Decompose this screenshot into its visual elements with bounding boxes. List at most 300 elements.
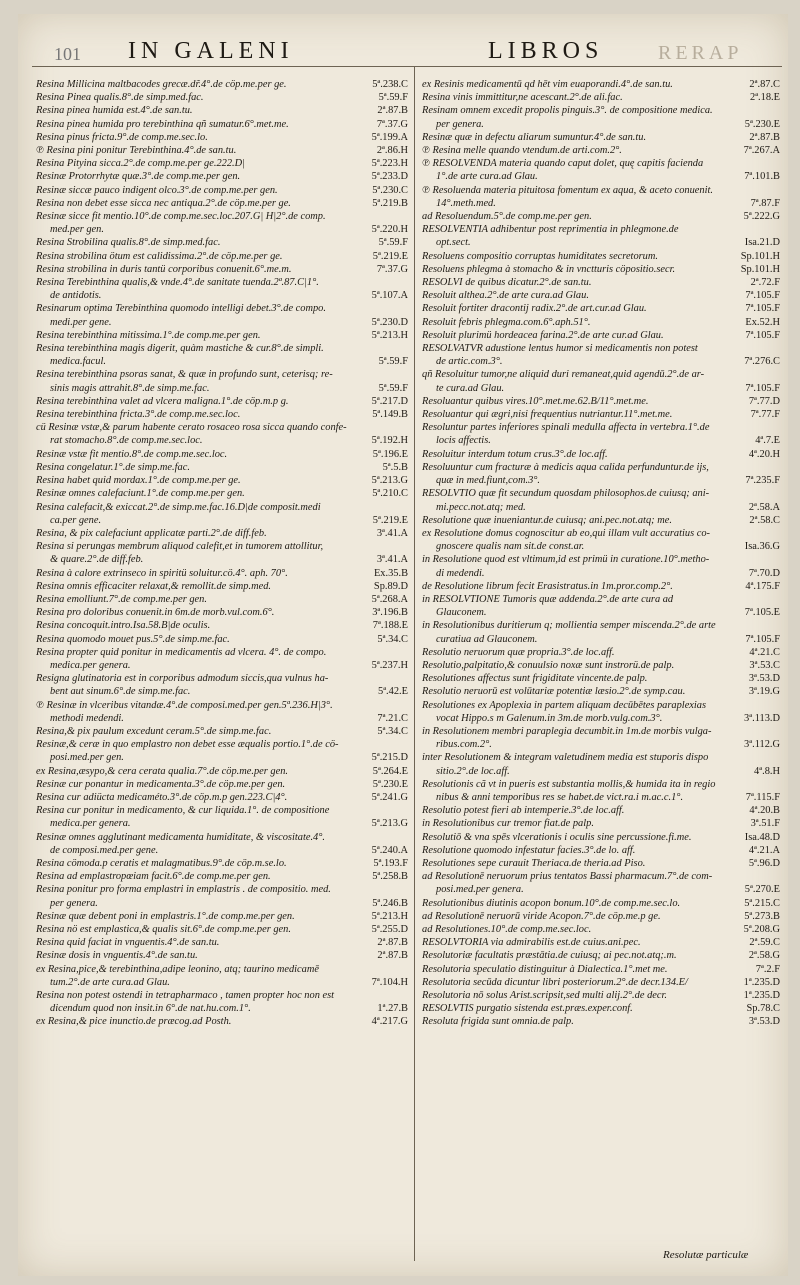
entry-reference: 7ª.37.G	[376, 118, 408, 130]
index-entry-line	[422, 857, 780, 870]
entry-text: per genera.	[436, 118, 484, 130]
entry-text: ex Resina,& pice inunctio.de præcog.ad Posth.	[36, 1016, 232, 1028]
entry-text: Resolutionis cã vt in pueris est substantia mollis,& humida ita in regio	[422, 778, 716, 790]
index-entry-line	[36, 197, 408, 210]
index-entry-line	[422, 131, 780, 144]
index-entry-line	[422, 897, 780, 910]
index-entry-line	[36, 276, 408, 289]
entry-reference: 2ª.87.C	[749, 79, 780, 90]
entry-reference: 3ª.53.D	[748, 673, 780, 685]
entry-reference: 7ª.105.F	[745, 633, 780, 645]
entry-text: te cura.ad Glau.	[436, 382, 505, 394]
index-entry-line	[422, 236, 780, 249]
entry-text: Resoluitur interdum totum crus.3°.de loc.aff.	[422, 448, 608, 460]
index-entry-line	[422, 514, 780, 527]
entry-reference: 5ª.230.E	[372, 778, 408, 790]
entry-reference: 7ª.104.H	[371, 976, 408, 988]
entry-text: Resolutoriæ facultatis præstātia.de cuiusq; ai pec.not.atq;.m.	[422, 950, 677, 962]
index-entry-line	[422, 989, 780, 1002]
entry-reference: 2ª.58.G	[748, 950, 780, 962]
entry-text: Resina, & pix calefaciunt applicatæ parti.2°.de diff.feb.	[36, 527, 267, 539]
index-column-left	[36, 78, 408, 1258]
entry-text: Resina non potest ostendi in tetrapharmaco , tamen propter hoc non est	[36, 990, 335, 1002]
entry-reference: 4ª.7.E	[755, 435, 780, 447]
entry-text: di medendi.	[436, 567, 485, 579]
entry-reference: 5ª.219.E	[372, 514, 408, 526]
index-entry-line	[36, 540, 408, 553]
entry-text: Resoluit fortiter dracontij radix.2°.de art.cur.ad Glau.	[422, 303, 647, 315]
entry-text: Resina pro doloribus conuenit.in 6m.de morb.vul.com.6°.	[36, 607, 275, 619]
entry-reference: 5ª.264.E	[372, 765, 408, 777]
entry-text: Resina habet quid mordax.1°.de comp.me.per ge.	[36, 475, 241, 487]
entry-text: Resina cömoda.p ceratis et malagmatibus.9°.de cöp.m.se.lo.	[36, 857, 287, 869]
entry-text: Resolutiones ex Apoplexia in partem aliquam decūbētes paraplexias	[422, 699, 707, 711]
entry-text: rat stomacho.8°.de comp.me.sec.loc.	[50, 435, 203, 447]
index-entry-line	[36, 487, 408, 500]
entry-text: ribus.com.2°.	[436, 739, 492, 751]
index-entry-line	[422, 738, 780, 751]
entry-text: Resolutiō & vna spēs vlcerationis i oculis sine percussione.fi.me.	[422, 831, 692, 843]
entry-text: Resina non debet esse sicca nec antiqua.2°.de cöp.me.per ge.	[36, 197, 291, 209]
entry-reference: 3ª.196.B	[372, 607, 408, 619]
index-entry-line	[422, 580, 780, 593]
entry-text: Resina cur adiücta medicaméto.3°.de cöp.m.p gen.223.C|4°.	[36, 791, 288, 803]
entry-text: ex Resolutione domus cognoscitur ab eo,qui illam vult accuratius co-	[422, 527, 711, 539]
entry-text: de Resolutione librum fecit Erasistratus.in 1m.pror.comp.2°.	[422, 580, 673, 592]
header-rule	[32, 66, 782, 67]
index-entry-line	[36, 236, 408, 249]
entry-reference: Sp.78.C	[746, 1003, 780, 1015]
entry-text: Resinæ sicce fit mentio.10°.de comp.me.sec.loc.207.G| H|2°.de comp.	[36, 211, 326, 223]
entry-text: Resolutiones sepe curauit Theriaca.de theria.ad Piso.	[422, 857, 646, 869]
entry-text: Resolutio potest fieri ab intemperie.3°.de loc.aff.	[422, 805, 625, 817]
index-entry-line	[36, 699, 408, 712]
entry-reference: 5ª.59.F	[378, 237, 408, 249]
index-entry-line	[36, 144, 408, 157]
catchword: Resolutæ particulæ	[663, 1249, 749, 1261]
index-entry-line	[36, 883, 408, 896]
entry-reference: 2ª.59.C	[749, 937, 780, 949]
index-entry-line	[422, 949, 780, 962]
index-entry-line	[422, 672, 780, 685]
entry-reference: 4ª.21.C	[749, 646, 780, 658]
index-entry-line	[422, 197, 780, 210]
entry-text: Resina cur ponitur in medicamento, & cur liquida.1°. de compositione	[36, 805, 330, 817]
entry-text: in Resolutionibus duritierum q; mollientia semper miscenda.2°.de arte	[422, 620, 716, 632]
entry-reference: 7ª.21.C	[377, 712, 408, 724]
entry-text: ex Resina,æsypo,& cera cerata qualia.7°.de cöp.me.per gen.	[36, 765, 289, 777]
index-entry-line	[36, 355, 408, 368]
entry-text: de composi.med.per gene.	[50, 844, 159, 856]
entry-reference: 5ª.34.C	[377, 725, 408, 737]
entry-reference: 5ª.230.D	[371, 316, 408, 328]
index-entry-line	[36, 316, 408, 329]
entry-reference: 5ª.213.H	[371, 329, 408, 341]
page-header	[18, 28, 788, 68]
entry-text: ℗ Resina pini ponitur Terebinthina.4°.de san.tu.	[36, 145, 237, 157]
entry-reference: 5ª.219.B	[372, 197, 408, 209]
index-entry-line	[36, 421, 408, 434]
entry-reference: 2ª.72.F	[750, 277, 780, 289]
entry-reference: 5ª.217.D	[371, 395, 408, 407]
entry-text: Resina strobilina ötum est calidissima.2°.de cöp.me.per ge.	[36, 250, 283, 262]
entry-text: methodi medendi.	[50, 712, 124, 724]
index-entry-line	[422, 501, 780, 514]
entry-reference: 2ª.87.B	[377, 937, 408, 949]
entry-reference: Ex.35.B	[373, 567, 408, 579]
entry-reference: 7ª.105.E	[744, 607, 780, 619]
entry-reference: 5ª.96.D	[748, 857, 780, 869]
index-entry-line	[36, 223, 408, 236]
index-entry-line	[36, 791, 408, 804]
entry-text: Resoluntur partes inferiores spinali medulla affecta in vertebra.1°.de	[422, 422, 710, 434]
entry-reference: 7ª.77.F	[750, 409, 780, 421]
entry-text: Resolutoria secūda dicuntur libri posteriorum.2°.de decr.134.E/	[422, 976, 688, 988]
entry-reference: Isa.48.D	[744, 831, 780, 843]
entry-reference: 5ª.42.E	[378, 686, 408, 698]
entry-reference: 5ª.223.H	[371, 158, 408, 170]
entry-text: Resolutoria nō solus Arist.scripsit,sed multi alij.2°.de decr.	[422, 990, 667, 1002]
entry-text: Resina terebinthina psoras sanat, & quæ in profundo sunt, ceterisq; re-	[36, 369, 333, 381]
entry-text: in Resolutionem membri paraplegia decumbit.in 1m.de morbis vulga-	[422, 725, 712, 737]
entry-text: sinis magis attrahit.8°.de simp.me.fac.	[50, 382, 210, 394]
entry-text: ex Resinis medicamentū qd hēt vim euaporandi.4°.de san.tu.	[422, 79, 673, 90]
entry-reference: 5ª.192.H	[371, 435, 408, 447]
entry-text: Resina quid faciat in vnguentis.4°.de san.tu.	[36, 937, 220, 949]
entry-text: Resina emolliunt.7°.de comp.me.per gen.	[36, 593, 207, 605]
index-entry-line	[36, 989, 408, 1002]
entry-text: Resoluuntur cum fracturæ à medicis aqua calida perfunduntur.de ijs,	[422, 461, 709, 473]
entry-text: Resolutionibus diutinis acopon bonum.10°.de comp.me.sec.lo.	[422, 897, 681, 909]
index-entry-line	[422, 923, 780, 936]
entry-text: ca.per gene.	[50, 514, 102, 526]
index-entry-line	[36, 91, 408, 104]
entry-reference: 7ª.70.D	[748, 567, 780, 579]
index-entry-line	[36, 910, 408, 923]
entry-text: Resoluta frigida sunt omnia.de palp.	[422, 1016, 574, 1028]
index-entry-line	[36, 368, 408, 381]
entry-text: Resinæ,& ceræ in quo emplastro non debet esse æqualis portio.1°.de cö-	[36, 739, 339, 751]
entry-text: RESOLVTIS purgatio sistenda est.præs.exper.conf.	[422, 1003, 633, 1015]
entry-reference: Sp.89.D	[373, 580, 408, 592]
entry-text: Resina à calore extrinseco in spiritü soluitur.cö.4°. aph. 70°.	[36, 567, 288, 579]
entry-text: ℗ Resinæ in vlceribus vitandæ.4°.de composi.med.per gen.5ª.236.H|3°.	[36, 699, 333, 711]
index-entry-line	[36, 1002, 408, 1015]
column-divider	[414, 66, 415, 1261]
entry-reference: 5ª.208.G	[743, 924, 780, 935]
entry-reference: 5ª.213.G	[371, 475, 408, 487]
index-entry-line	[36, 395, 408, 408]
index-entry-line	[422, 712, 780, 725]
index-entry-line	[36, 976, 408, 989]
entry-text: 1°.de arte cura.ad Glau.	[436, 171, 538, 183]
index-entry-line	[422, 104, 780, 117]
index-entry-line	[422, 936, 780, 949]
index-entry-line	[422, 883, 780, 896]
index-entry-line	[36, 448, 408, 461]
entry-text: de artic.com.3°.	[436, 356, 503, 368]
index-entry-line	[36, 408, 408, 421]
index-entry-line	[36, 685, 408, 698]
entry-text: Resina ad emplastropœiam facit.6°.de comp.me.per gen.	[36, 871, 271, 883]
index-entry-line	[422, 434, 780, 447]
entry-text: Resina si perungas membrum aliquod calefit,et in tumorem attollitur,	[36, 541, 324, 553]
entry-reference: 3ª.53.C	[749, 659, 780, 671]
entry-reference: 5ª.196.E	[372, 448, 408, 460]
index-entry-line	[422, 157, 780, 170]
entry-text: dicendum quod non insit.in 6°.de nat.hu.com.1°.	[50, 1003, 251, 1015]
index-entry-line	[36, 844, 408, 857]
index-entry-line	[422, 791, 780, 804]
entry-reference: 7ª.2.F	[755, 963, 780, 975]
entry-reference: 3ª.113.D	[744, 712, 780, 724]
index-entry-line	[422, 395, 780, 408]
index-entry-line	[422, 408, 780, 421]
entry-text: Resina quomodo mouet pus.5°.de simp.me.fac.	[36, 633, 230, 645]
index-entry-line	[422, 659, 780, 672]
entry-reference: 7ª.115.F	[745, 791, 780, 803]
entry-reference: 7ª.37.G	[376, 263, 408, 275]
entry-reference: 2ª.87.B	[377, 105, 408, 117]
entry-text: Resinæ quæ debent poni in emplastris.1°.de comp.me.per gen.	[36, 910, 295, 922]
entry-text: Resina,& pix paulum excedunt ceram.5°.de simp.me.fac.	[36, 725, 272, 737]
index-entry-line	[36, 923, 408, 936]
entry-reference: 5ª.241.G	[371, 791, 408, 803]
index-entry-line	[422, 170, 780, 183]
index-entry-line	[422, 302, 780, 315]
entry-text: Resinæ quæ in defectu aliarum sumuntur.4°.de san.tu.	[422, 131, 647, 143]
index-entry-line	[36, 712, 408, 725]
index-entry-line	[422, 382, 780, 395]
entry-reference: 2ª.86.H	[376, 145, 408, 157]
index-entry-line	[422, 421, 780, 434]
entry-text: Resolutio,palpitatio,& conuulsio noxæ sunt instrorü.de palp.	[422, 659, 675, 671]
entry-reference: Ex.52.H	[745, 316, 780, 328]
index-entry-line	[36, 738, 408, 751]
index-entry-line	[422, 831, 780, 844]
entry-text: Resina terebinthina mitissima.1°.de comp.me.per gen.	[36, 329, 261, 341]
index-entry-line	[36, 553, 408, 566]
entry-reference: 3ª.19.G	[748, 686, 780, 698]
index-entry-line	[36, 302, 408, 315]
entry-text: Resolutione quomodo infestatur facies.3°.de lo. aff.	[422, 844, 636, 856]
entry-text: Resina strobilina in duris tantü corporibus conuenit.6°.me.m.	[36, 263, 292, 275]
index-entry-line	[36, 342, 408, 355]
entry-reference: 3ª.41.A	[376, 554, 408, 566]
entry-reference: 2ª.87.B	[377, 950, 408, 962]
entry-text: in Resolutione quod est vltimum,id est primü in curatione.10°.metho-	[422, 554, 710, 566]
entry-text: Resina vinis immittitur,ne acescant.2°.de ali.fac.	[422, 92, 623, 104]
entry-reference: 5ª.59.F	[378, 356, 408, 368]
index-entry-line	[422, 817, 780, 830]
index-entry-line	[422, 355, 780, 368]
index-entry-line	[36, 170, 408, 183]
entry-reference: 5ª.215.D	[371, 752, 408, 764]
index-entry-line	[36, 184, 408, 197]
show-through-text: RERAP	[658, 42, 743, 64]
index-entry-line	[422, 553, 780, 566]
entry-reference: 5ª.237.H	[371, 659, 408, 671]
index-entry-line	[36, 633, 408, 646]
index-entry-line	[36, 778, 408, 791]
index-entry-line	[36, 289, 408, 302]
entry-reference: 5ª.59.F	[378, 382, 408, 394]
entry-text: Resina propter quid ponitur in medicamentis ad vlcera. 4°. de compo.	[36, 646, 327, 658]
entry-reference: 1ª.27.B	[377, 1003, 408, 1015]
entry-text: Resina terebinthina magis digerit, quàm mastiche & cur.8°.de simpli.	[36, 343, 324, 355]
index-entry-line	[422, 976, 780, 989]
index-entry-line	[36, 527, 408, 540]
entry-reference: Sp.101.H	[740, 250, 780, 262]
entry-reference: 7ª.267.A	[743, 145, 780, 157]
index-entry-line	[36, 646, 408, 659]
entry-text: Resoluit althea.2°.de arte cura.ad Glau.	[422, 290, 589, 302]
index-entry-line	[36, 118, 408, 131]
entry-reference: 5ª.255.D	[371, 924, 408, 935]
index-entry-line	[422, 699, 780, 712]
index-entry-line	[36, 104, 408, 117]
entry-text: opt.sect.	[436, 237, 471, 249]
entry-text: inter Resolutionem & integram valetudinem media est stuporis dispo	[422, 752, 709, 764]
entry-text: mi.pecc.not.atq; med.	[436, 501, 526, 513]
index-entry-line	[422, 1015, 780, 1028]
entry-text: Resina pinea humida pro terebinthina qñ sumatur.6°.met.me.	[36, 118, 289, 130]
index-entry-line	[422, 751, 780, 764]
index-entry-line	[422, 567, 780, 580]
entry-text: medica.facul.	[50, 356, 106, 368]
entry-reference: 7ª.276.C	[744, 356, 780, 368]
index-entry-line	[36, 936, 408, 949]
running-head-right: LIBROS	[488, 38, 604, 64]
entry-text: Resina omnis efficaciter relaxat,& remollit.de simp.med.	[36, 580, 271, 592]
entry-reference: 2ª.58.A	[748, 501, 780, 513]
entry-text: Resolutiones affectus sunt frigiditate vincente.de palp.	[422, 673, 648, 685]
entry-text: Resina Pityina sicca.2°.de comp.me.per ge.222.D|	[36, 158, 245, 170]
index-entry-line	[36, 857, 408, 870]
index-entry-line	[36, 329, 408, 342]
index-entry-line	[422, 289, 780, 302]
entry-text: quæ in med.fiunt,com.3°.	[436, 475, 541, 487]
entry-text: in RESOLVTIONE Tumoris quæ addenda.2°.de arte cura ad	[422, 593, 674, 605]
index-entry-line	[36, 1015, 408, 1028]
entry-text: Resina Terebinthina qualis,& vnde.4°.de sanitate tuenda.2ª.87.C|1°.	[36, 277, 319, 289]
index-entry-line	[422, 593, 780, 606]
index-entry-line	[422, 210, 780, 223]
entry-text: Resina Millicina maltbacodes grecæ.dr̃.4°.de cöp.me.per ge.	[36, 79, 287, 90]
index-entry-line	[422, 276, 780, 289]
entry-reference: Isa.21.D	[744, 237, 780, 249]
index-entry-line	[422, 263, 780, 276]
entry-reference: 5ª.230.E	[744, 118, 780, 130]
entry-text: RESOLVTIO quæ fit secundum quosdam philosophos.de cuiusq; ani-	[422, 488, 710, 500]
index-entry-line	[36, 157, 408, 170]
entry-text: Resinæ omnes calefaciunt.1°.de comp.me.per gen.	[36, 488, 245, 500]
entry-reference: 5ª.222.G	[743, 211, 780, 223]
index-entry-line	[36, 897, 408, 910]
entry-reference: 5ª.59.F	[378, 92, 408, 104]
entry-text: Resolutio neruorū est volūtariæ potentiæ læsio.2°.de symp.cau.	[422, 686, 686, 698]
index-entry-line	[36, 567, 408, 580]
entry-text: ad Resolutiones.10°.de comp.me.sec.loc.	[422, 924, 592, 935]
entry-text: vocat Hippo.s m Galenum.in 3m.de morb.vulg.com.3°.	[436, 712, 663, 724]
entry-text: gnoscere qualis nam sit.de const.ar.	[436, 541, 585, 553]
entry-text: Resinæ dosis in vnguentis.4°.de san.tu.	[36, 950, 198, 962]
entry-reference: 7ª.188.E	[372, 620, 408, 632]
entry-text: & quare.2°.de diff.feb.	[50, 554, 144, 566]
entry-reference: 5ª.238.C	[372, 79, 408, 90]
entry-text: curatiua ad Glauconem.	[436, 633, 538, 645]
entry-text: medica.per genera.	[50, 818, 131, 830]
entry-text: Resinæ Protorrhytæ quæ.3°.de comp.me.per gen.	[36, 171, 241, 183]
entry-text: ℗ Resina melle quando vtendum.de arti.com.2°.	[422, 145, 622, 157]
index-entry-line	[36, 751, 408, 764]
entry-reference: 3ª.53.D	[748, 1016, 780, 1028]
entry-reference: 5ª.193.F	[373, 857, 408, 869]
entry-text: Resina concoquit.intro.Isa.58.B|de oculis.	[36, 620, 211, 632]
entry-text: Resolutoria speculatio distinguitur à Dialectica.1°.met me.	[422, 963, 668, 975]
index-entry-line	[422, 474, 780, 487]
entry-text: cü Resinæ vstæ,& parum habente cerato rosaceo rosa sicca quando confe-	[36, 422, 347, 434]
entry-reference: 5ª.273.B	[744, 910, 780, 922]
entry-reference: 5ª.34.C	[377, 633, 408, 645]
entry-reference: 3ª.112.G	[744, 739, 780, 751]
index-entry-line	[36, 831, 408, 844]
index-entry-line	[422, 250, 780, 263]
index-entry-line	[422, 540, 780, 553]
index-entry-line	[36, 580, 408, 593]
entry-text: med.per gen.	[50, 224, 104, 236]
index-entry-line	[422, 527, 780, 540]
entry-text: sitio.2°.de loc.aff.	[436, 765, 510, 777]
entry-reference: 7ª.101.B	[744, 171, 780, 183]
entry-reference: Sp.101.H	[740, 263, 780, 275]
entry-reference: 7ª.105.F	[745, 290, 780, 302]
entry-reference: 5ª.149.B	[372, 409, 408, 421]
entry-reference: 4ª.175.F	[745, 580, 780, 592]
entry-text: Resinæ vstæ fit mentio.8°.de comp.me.sec.loc.	[36, 448, 228, 460]
entry-reference: 1ª.235.D	[743, 976, 780, 988]
entry-reference: 1ª.235.D	[743, 990, 780, 1002]
entry-text: Resoluit febris phlegma.com.6°.aph.51°.	[422, 316, 591, 328]
entry-reference: 7ª.87.F	[750, 197, 780, 209]
index-entry-line	[36, 250, 408, 263]
entry-text: Resoluens phlegma à stomacho & in vnctturis cöpositio.secr.	[422, 263, 676, 275]
entry-reference: 7ª.105.F	[745, 329, 780, 341]
entry-reference: 5ª.230.C	[372, 184, 408, 196]
index-entry-line	[36, 817, 408, 830]
entry-text: nibus & anni temporibus res se habet.de vict.ra.i m.ac.c.1°.	[436, 791, 684, 803]
index-entry-line	[36, 804, 408, 817]
index-entry-line	[36, 725, 408, 738]
index-entry-line	[422, 342, 780, 355]
index-entry-line	[422, 619, 780, 632]
entry-text: Resina pinea humida est.4°.de san.tu.	[36, 105, 193, 117]
entry-text: ad Resolutionē neruorum prius tentatos Bassi pharmacum.7°.de com-	[422, 871, 713, 883]
entry-text: Resinarum optima Terebinthina quomodo intelligi debet.3°.de compo.	[36, 303, 326, 315]
index-entry-line	[422, 91, 780, 104]
index-entry-line	[422, 804, 780, 817]
index-entry-line	[422, 963, 780, 976]
entry-reference: 5ª.270.E	[744, 884, 780, 896]
index-entry-line	[422, 844, 780, 857]
entry-text: posi.med.per gen.	[50, 752, 124, 764]
index-entry-line	[36, 963, 408, 976]
index-entry-line	[36, 434, 408, 447]
entry-text: Resolutio neruorum quæ propria.3°.de loc.aff.	[422, 646, 615, 658]
entry-text: RESOLVATVR adustione lentus humor si medicamentis non potest	[422, 343, 698, 355]
entry-reference: 5ª.215.C	[744, 897, 780, 909]
entry-text: ℗ RESOLVENDA materia quando caput dolet, quę capitis facienda	[422, 158, 704, 170]
